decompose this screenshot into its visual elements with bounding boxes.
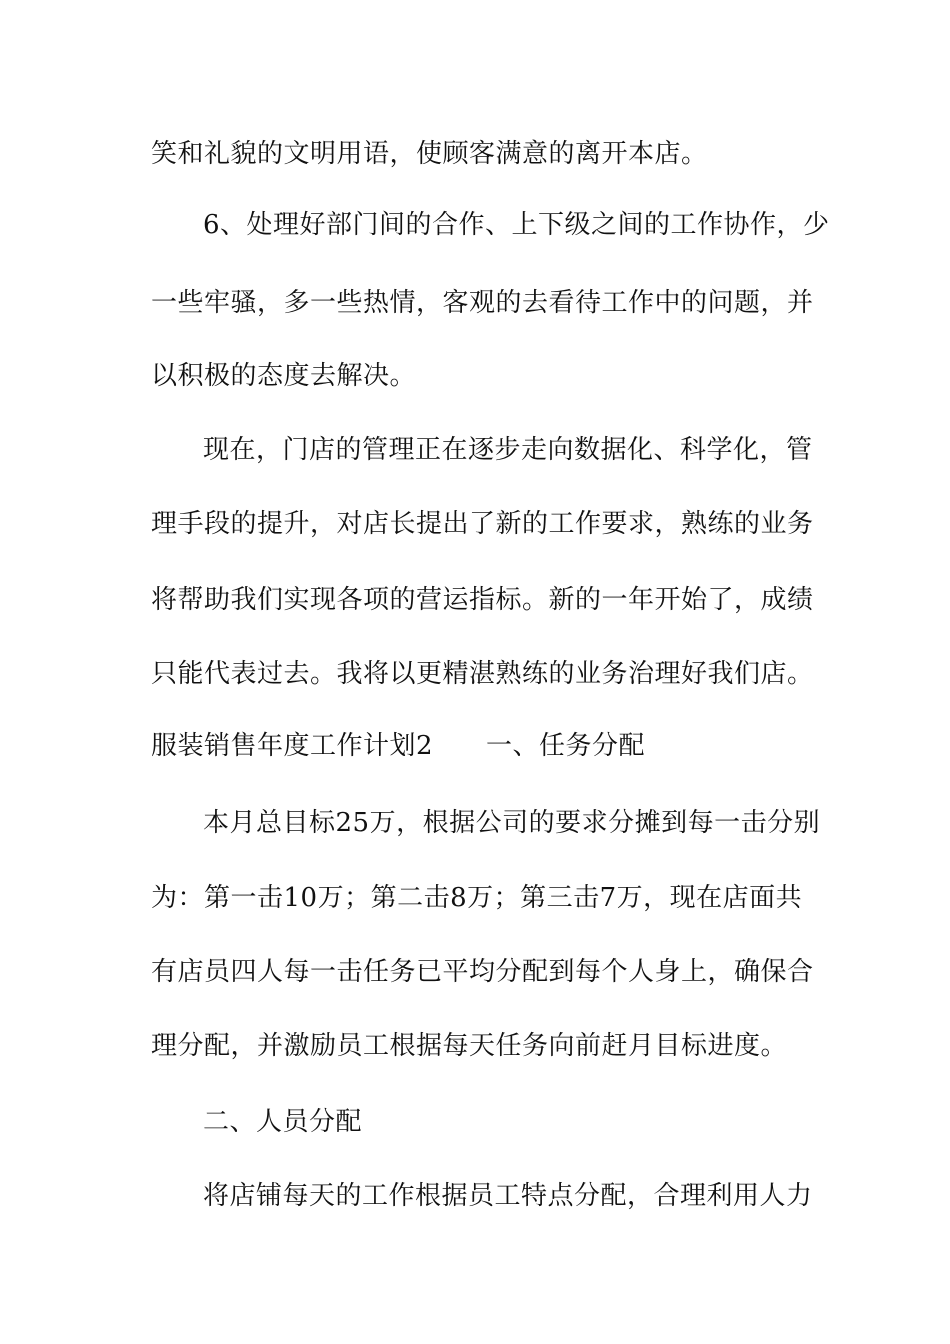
text-line: 本月总目标25万，根据公司的要求分摊到每一击分别 [203, 808, 821, 838]
section-heading: 服装销售年度工作计划2 一、任务分配 [151, 731, 646, 761]
text-line: 6、处理好部门间的合作、上下级之间的工作协作，少 [203, 210, 830, 240]
text-line: 理手段的提升，对店长提出了新的工作要求，熟练的业务 [151, 509, 814, 539]
section-heading: 二、人员分配 [203, 1107, 363, 1137]
text-line: 以积极的态度去解决。 [151, 361, 417, 391]
text-line: 有店员四人每一击任务已平均分配到每个人身上，确保合 [151, 957, 814, 987]
text-line: 只能代表过去。我将以更精湛熟练的业务治理好我们店。 [151, 659, 814, 689]
text-line: 将帮助我们实现各项的营运指标。新的一年开始了，成绩 [151, 585, 814, 615]
text-line: 理分配，并激励员工根据每天任务向前赶月目标进度。 [151, 1031, 788, 1061]
text-line: 笑和礼貌的文明用语，使顾客满意的离开本店。 [151, 139, 708, 169]
text-line: 一些牢骚，多一些热情，客观的去看待工作中的问题，并 [151, 288, 814, 318]
text-line: 为：第一击10万；第二击8万；第三击7万，现在店面共 [151, 883, 803, 913]
text-line: 现在，门店的管理正在逐步走向数据化、科学化，管 [203, 435, 813, 465]
text-line: 将店铺每天的工作根据员工特点分配，合理利用人力 [203, 1181, 813, 1211]
